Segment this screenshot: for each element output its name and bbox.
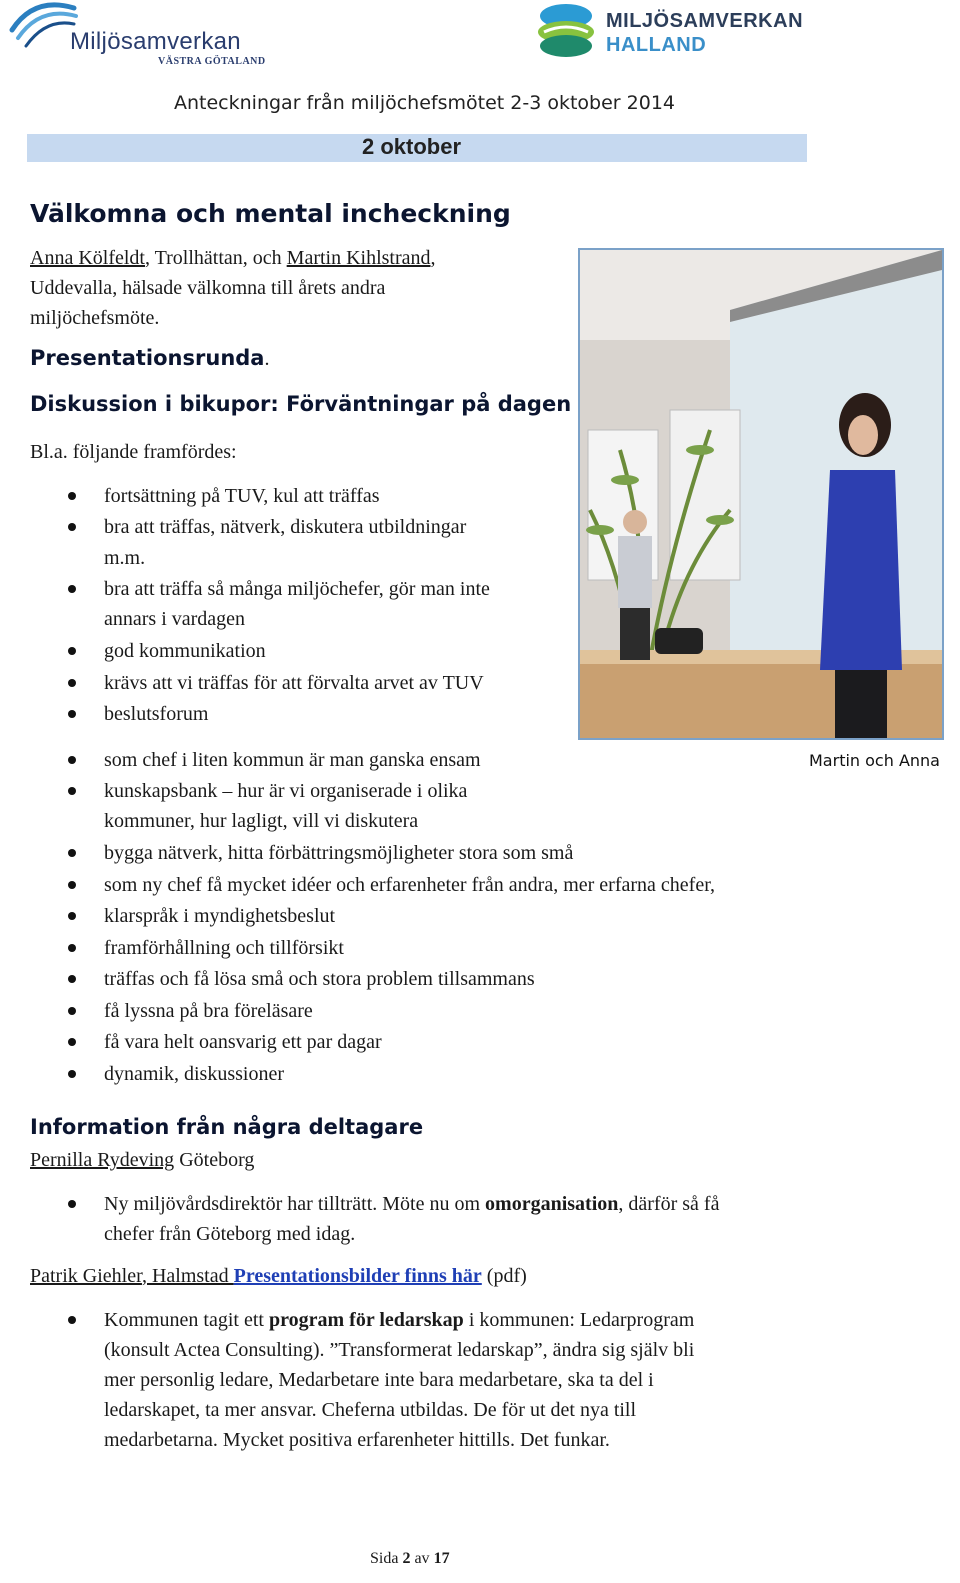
list-item: dynamik, diskussioner <box>104 1063 284 1085</box>
document-title: Anteckningar från miljöchefsmötet 2-3 oktober 2014 <box>174 92 675 114</box>
list-item: som ny chef få mycket idéer och erfarenheter från andra, mer erfarna chefer, <box>104 874 716 896</box>
list-item-cont: chefer från Göteborg med idag. <box>104 1223 356 1245</box>
section-heading-welcome: Välkomna och mental incheckning <box>30 199 511 228</box>
list-item: framförhållning och tillförsikt <box>104 937 344 959</box>
logo-text: Miljösamverkan <box>70 28 241 55</box>
participant-line <box>30 1261 527 1291</box>
link-suffix: (pdf) <box>481 1265 527 1287</box>
text-run: i kommunen: Ledarprogram <box>463 1309 695 1331</box>
list-item-cont: m.m. <box>104 547 146 569</box>
list-item-cont: ledarskapet, ta mer ansvar. Cheferna utbildas. De för ut det nya till <box>104 1399 637 1421</box>
welcome-text: , Trollhättan, och <box>144 247 287 269</box>
list-item <box>104 1305 694 1335</box>
section-heading-information: Information från några deltagare <box>30 1115 424 1139</box>
list-item: bygga nätverk, hitta förbättringsmöjligheter stora som små <box>104 842 574 864</box>
list-item: god kommunikation <box>104 640 266 662</box>
bullet-icon <box>68 492 76 500</box>
list-item: som chef i liten kommun är man ganska ensam <box>104 749 481 771</box>
text-run: Kommunen tagit ett <box>104 1309 269 1331</box>
list-item-cont: kommuner, hur lagligt, vill vi diskutera <box>104 810 419 832</box>
bullet-icon <box>68 1316 76 1324</box>
bullet-icon <box>68 944 76 952</box>
participant-name: Patrik Giehler <box>30 1265 142 1287</box>
list-item: beslutsforum <box>104 703 209 725</box>
bullet-icon <box>68 787 76 795</box>
welcome-paragraph <box>30 243 570 333</box>
page-number: 2 <box>402 1550 411 1567</box>
bullet-icon <box>68 975 76 983</box>
date-band-label: 2 oktober <box>362 134 462 159</box>
list-item: få vara helt oansvarig ett par dagar <box>104 1031 382 1053</box>
presentation-heading: Presentationsrunda <box>30 346 265 370</box>
welcome-line: miljöchefsmöte. <box>30 307 160 329</box>
bullet-icon <box>68 710 76 718</box>
discussion-heading: Diskussion i bikupor: Förväntningar på dagen <box>30 392 572 416</box>
bullet-icon <box>68 679 76 687</box>
person-name: Anna Kölfeldt <box>30 247 145 269</box>
participant-line <box>30 1145 254 1175</box>
bullet-icon <box>68 585 76 593</box>
participant-city: , Halmstad <box>141 1265 234 1287</box>
bullet-icon <box>68 523 76 531</box>
logo-right-line2: HALLAND <box>606 34 707 56</box>
list-item: bra att träffa så många miljöchefer, gör man inte <box>104 578 490 600</box>
presentation-heading-wrap <box>30 346 269 371</box>
welcome-text: , <box>430 247 436 269</box>
list-item: klarspråk i myndighetsbeslut <box>104 905 336 927</box>
bold-run: omorganisation <box>485 1193 619 1215</box>
logo-miljosamverkan-halland <box>534 2 804 64</box>
list-item-cont: annars i vardagen <box>104 608 246 630</box>
text-run: , därför så få <box>618 1193 720 1215</box>
list-item-cont: mer personlig ledare, Medarbetare inte bara medarbetare, ska ta del i <box>104 1369 654 1391</box>
bold-run: program för ledarskap <box>268 1309 464 1331</box>
list-item-cont: (konsult Actea Consulting). ”Transformerat ledarskap”, ändra sig själv bli <box>104 1339 695 1361</box>
list-item: träffas och få lösa små och stora problem tillsammans <box>104 968 535 990</box>
list-item: kunskapsbank – hur är vi organiserade i olika <box>104 780 468 802</box>
photo-scene <box>580 250 942 738</box>
bullet-icon <box>68 1038 76 1046</box>
bullet-icon <box>68 881 76 889</box>
person-name: Martin Kihlstrand <box>286 247 431 269</box>
logo-right-line1: MILJÖSAMVERKAN <box>606 10 804 32</box>
list-item: bra att träffas, nätverk, diskutera utbildningar <box>104 516 467 538</box>
footer-text: Sida <box>370 1550 403 1567</box>
photo-martin-and-anna <box>578 248 944 740</box>
bullet-icon <box>68 912 76 920</box>
logo-leaf-icon <box>534 2 598 60</box>
list-item: få lyssna på bra föreläsare <box>104 1000 313 1022</box>
presentation-dot: . <box>264 348 270 370</box>
bullet-icon <box>68 1070 76 1078</box>
page-total: 17 <box>433 1550 450 1567</box>
list-item: krävs att vi träffas för att förvalta arvet av TUV <box>104 672 484 694</box>
bullet-icon <box>68 849 76 857</box>
participant-city: Göteborg <box>174 1149 255 1171</box>
bullet-icon <box>68 1200 76 1208</box>
presentation-link[interactable]: Presentationsbilder finns här <box>233 1265 482 1287</box>
bullet-icon <box>68 756 76 764</box>
list-item <box>104 1189 719 1219</box>
list-item: fortsättning på TUV, kul att träffas <box>104 485 380 507</box>
text-run: Ny miljövårdsdirektör har tillträtt. Möte nu om <box>104 1193 486 1215</box>
list-item-cont: medarbetarna. Mycket positiva erfarenheter hittills. Det funkar. <box>104 1429 610 1451</box>
intro-text: Bl.a. följande framfördes: <box>30 441 237 463</box>
logo-region: VÄSTRA GÖTALAND <box>158 56 266 67</box>
logo-miljosamverkan-vg <box>4 0 274 70</box>
page-footer <box>370 1550 450 1568</box>
photo-caption: Martin och Anna <box>809 751 940 770</box>
footer-text: av <box>410 1550 434 1567</box>
bullet-icon <box>68 1007 76 1015</box>
participant-name: Pernilla Rydeving <box>30 1149 175 1171</box>
bullet-icon <box>68 647 76 655</box>
welcome-line: Uddevalla, hälsade välkomna till årets andra <box>30 277 386 299</box>
